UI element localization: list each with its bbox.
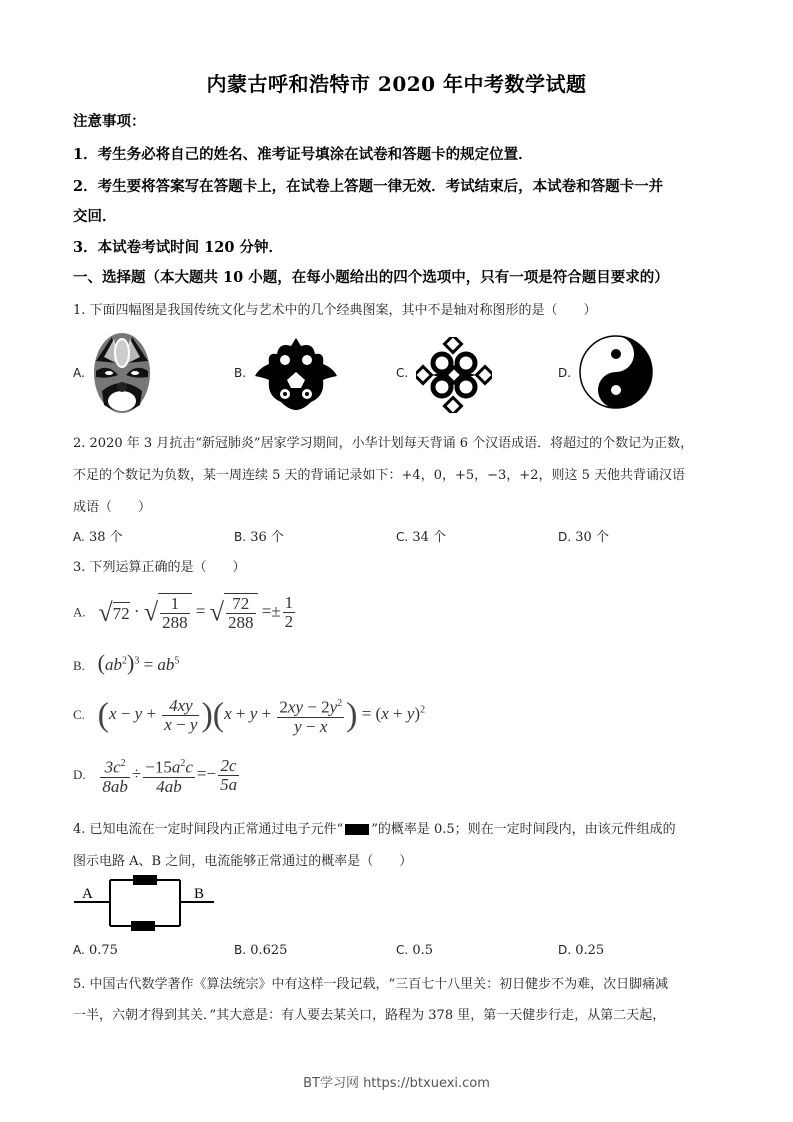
notice-item-2-cont: 交回． — [73, 208, 117, 225]
yin-yang-symbol-icon — [578, 334, 654, 410]
q5-line-2: 一半，六朝才得到其关．”其大意是：有人要去某关口，路程为 378 里，第一天健步行走，从第二天起， — [73, 1008, 666, 1023]
q4-line-2: 图示电路 A、B 之间，电流能够正常通过的概率是（ ） — [73, 854, 413, 869]
q3-option-d: D. $\frac{3c^2}{8ab}$ ÷ $\frac{-15a^2c}{4ab}$ =− $\frac{2c}{5a}$ — [73, 755, 238, 796]
q5-line-1: 5. 中国古代数学著作《算法统宗》中有这样一段记载，“三百七十八里关：初日健步不为难，次日脚痛减 — [73, 977, 669, 992]
q4-option-a: A. 0.75 — [73, 943, 118, 958]
site-watermark: BT学习网 https://btxuexi.com — [303, 1076, 490, 1091]
diamond-scroll-pattern-icon — [416, 337, 492, 413]
resistor-element-icon — [345, 824, 369, 835]
q1-option-d-label: D. — [558, 366, 572, 380]
notice-item-2: 2．考生要将答案写在答题卡上，在试卷上答题一律无效．考试结束后，本试卷和答题卡一并 — [73, 178, 664, 195]
q1-option-c-label: C. — [396, 366, 409, 380]
q2-option-d: D. 30 个 — [558, 530, 609, 545]
peking-opera-mask-icon — [90, 331, 154, 415]
q2-option-b: B. 36 个 — [234, 530, 284, 545]
q2-line-3: 成语（ ） — [73, 500, 152, 515]
q4-option-b: B. 0.625 — [234, 943, 288, 958]
parallel-circuit-diagram — [70, 870, 220, 940]
notice-item-1: 1．考生务必将自己的姓名、准考证号填涂在试卷和答题卡的规定位置． — [73, 146, 533, 163]
q4-option-c: C. 0.5 — [396, 943, 434, 958]
q2-option-a: A. 38 个 — [73, 530, 123, 545]
q2-line-1: 2. 2020 年 3 月抗击“新冠肺炎”居家学习期间，小华计划每天背诵 6 个汉语成语．将超过的个数记为正数， — [73, 436, 694, 451]
q3-option-a: A. √72 · √ $\frac{1}{288}$ = √ $\frac{72}{288}$ =± $\frac{1}{2}$ — [73, 593, 294, 632]
ornamental-pattern-icon — [253, 336, 339, 412]
q2-line-2: 不足的个数记为负数，某一周连续 5 天的背诵记录如下：+4，0，+5，−3，+2，则这 5 天他共背诵汉语 — [73, 468, 685, 483]
q4-option-d: D. 0.25 — [558, 943, 605, 958]
q1-stem: 1. 下面四幅图是我国传统文化与艺术中的几个经典图案，其中不是轴对称图形的是（ ） — [73, 303, 597, 318]
q4-line-1: 4. 已知电流在一定时间段内正常通过电子元件“ ”的概率是 0.5；则在一定时间段内，由该元件组成的 — [73, 822, 676, 837]
page-title: 内蒙古呼和浩特市 2020 年中考数学试题 — [206, 72, 587, 96]
svg-text:B: B — [194, 886, 205, 902]
q3-option-b: B. $(ab^2)^3 = ab^5$ — [73, 650, 180, 675]
notice-heading: 注意事项： — [73, 113, 146, 130]
q2-option-c: C. 34 个 — [396, 530, 447, 545]
section-heading: 一、选择题（本大题共 10 小题，在每小题给出的四个选项中，只有一项是符合题目要求的） — [73, 269, 669, 286]
q3-stem: 3. 下列运算正确的是（ ） — [73, 560, 246, 575]
q3-option-c: C. (x − y + $\frac{4xy}{x - y}$ )(x + y + $\frac{2xy - 2y^2}{y - x}$ ) = $(x + y)^2$ — [73, 695, 426, 736]
notice-item-3: 3．本试卷考试时间 120 分钟． — [73, 239, 283, 256]
q1-option-b-label: B. — [234, 366, 247, 380]
q1-option-a-label: A. — [73, 366, 85, 380]
svg-text:A: A — [82, 886, 93, 902]
